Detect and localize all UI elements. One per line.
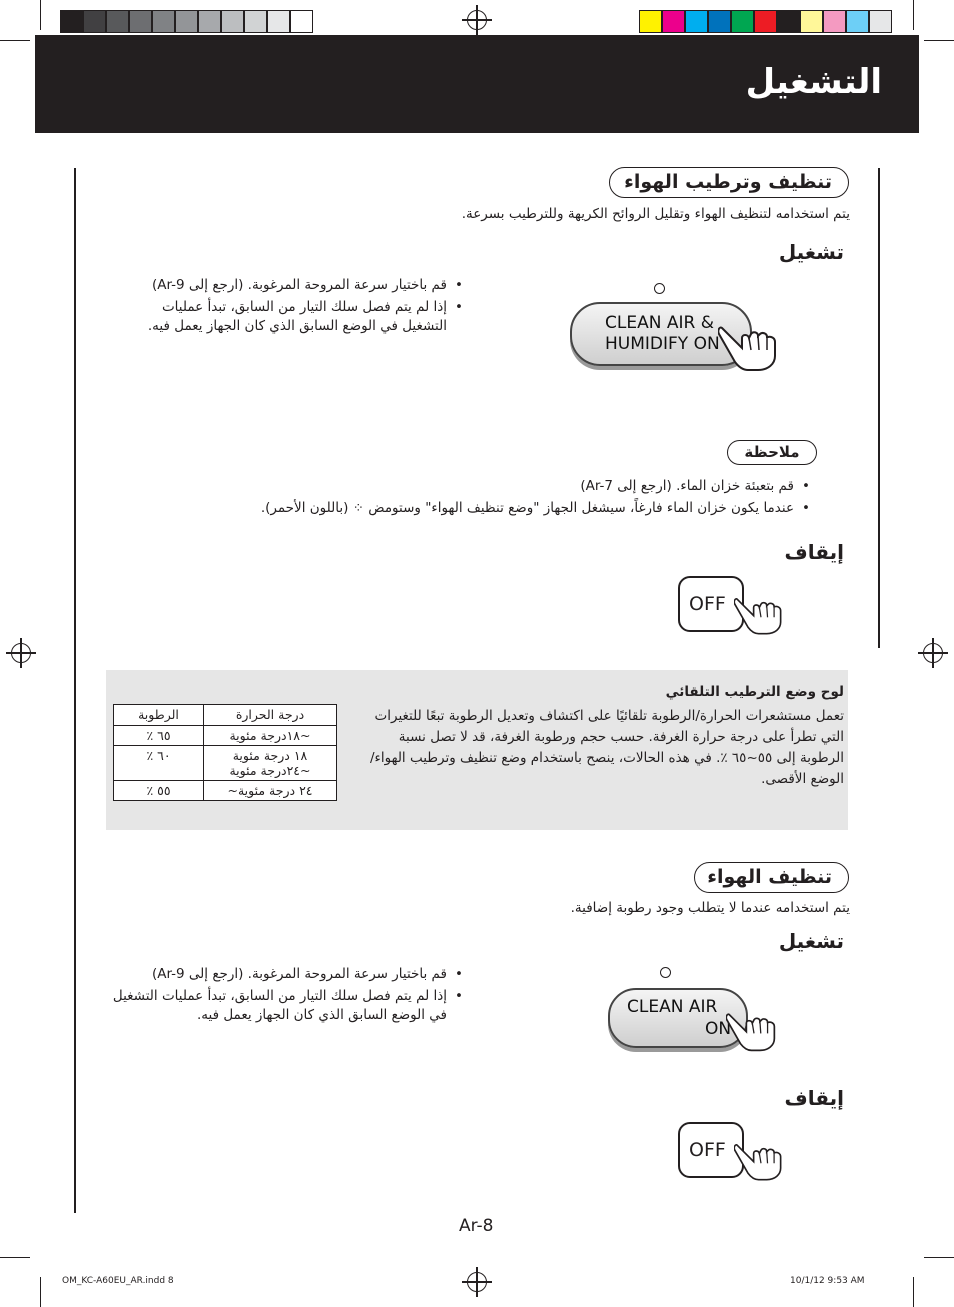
- page-number: Ar-8: [459, 1216, 494, 1236]
- file-slug: OM_KC-A60EU_AR.indd 8: [62, 1276, 174, 1286]
- date-slug: 10/1/12 9:53 AM: [790, 1276, 865, 1286]
- note-bullet-item: • قم بتعبئة خزان الماء. (ارجع إلى Ar-7): [110, 477, 810, 496]
- crop-mark: [0, 1257, 30, 1258]
- table-cell: ٥٥ ٪: [114, 781, 204, 801]
- calibration-swatch: [83, 10, 106, 33]
- registration-mark: [467, 1272, 487, 1292]
- left-margin-rule: [74, 168, 76, 1213]
- table-row: [114, 746, 337, 781]
- button-label-line1: CLEAN AIR &: [605, 313, 714, 333]
- operation-bullets: [118, 276, 463, 336]
- table-cell: ٦٥ ٪: [114, 726, 204, 746]
- operation-heading: تشغيل: [778, 929, 844, 953]
- table-header-humidity: الرطوبة: [114, 705, 204, 726]
- crop-mark: [913, 1277, 914, 1307]
- registration-mark: [923, 643, 943, 663]
- section-title-clean-air: تنظيف الهواء: [694, 862, 849, 893]
- calibration-swatch: [267, 10, 290, 33]
- calibration-swatch: [60, 10, 83, 33]
- pointing-hand-icon: [718, 320, 784, 372]
- section-title-clean-humidify: تنظيف وترطيب الهواء: [609, 167, 849, 198]
- table-header-temperature: درجة الحرارة: [204, 705, 337, 726]
- stop-heading: إيقاف: [784, 1086, 844, 1110]
- table-row: [114, 781, 337, 801]
- calibration-swatch: [662, 10, 685, 33]
- table-cell: ٦٠ ٪: [114, 746, 204, 781]
- note-label: ملاحظة: [727, 440, 817, 465]
- pointing-hand-icon: [734, 1136, 788, 1184]
- calibration-swatch: [685, 10, 708, 33]
- calibration-swatch: [198, 10, 221, 33]
- calibration-swatch: [869, 10, 892, 33]
- page-title: التشغيل: [745, 62, 882, 102]
- right-margin-rule: [878, 168, 880, 648]
- button-label-line2: ON: [705, 1019, 732, 1039]
- bullet-item: • إذا لم يتم فصل سلك التيار من السابق، تبدأ عمليات التشغيل في الوضع السابق الذي كان الجهاز يعمل فيه.: [118, 298, 463, 336]
- off-button[interactable]: OFF: [678, 1122, 744, 1178]
- crop-mark: [40, 0, 41, 30]
- crop-mark: [40, 1277, 41, 1307]
- operation-heading: تشغيل: [778, 240, 844, 264]
- calibration-swatch: [708, 10, 731, 33]
- table-cell: ٢٤ درجة مئوية~: [204, 781, 337, 801]
- pointing-hand-icon: [734, 590, 788, 638]
- indicator-lamp: [660, 967, 671, 978]
- table-cell: ~١٨درجة مئوية: [204, 726, 337, 746]
- bullet-item: • قم باختيار سرعة المروحة المرغوبة. (ارجع إلى Ar-9): [118, 276, 463, 295]
- calibration-swatch: [152, 10, 175, 33]
- registration-mark: [11, 643, 31, 663]
- humidity-table: [113, 704, 337, 801]
- stop-heading: إيقاف: [784, 540, 844, 564]
- button-label-line1: CLEAN AIR: [627, 997, 718, 1017]
- off-button[interactable]: OFF: [678, 576, 744, 632]
- indicator-lamp: [654, 283, 665, 294]
- note-bullet-item: • عندما يكون خزان الماء فارغاً، سيشغل الجهاز "وضع تنظيف الهواء" وستومض ⁘ (باللون الأحمر).: [110, 499, 810, 518]
- calibration-swatch: [823, 10, 846, 33]
- calibration-swatch: [731, 10, 754, 33]
- bullet-item: • إذا لم يتم فصل سلك التيار من السابق، تبدأ عمليات التشغيل في الوضع السابق الذي كان الجهاز يعمل فيه.: [105, 987, 463, 1025]
- bullet-item: • قم باختيار سرعة المروحة المرغوبة. (ارجع إلى Ar-9): [105, 965, 463, 984]
- calibration-swatch: [106, 10, 129, 33]
- table-row: [114, 726, 337, 746]
- table-cell: ١٨ درجة مئوية ~٢٤درجة مئوية: [204, 746, 337, 781]
- calibration-swatch: [290, 10, 313, 33]
- section-intro: يتم استخدامه لتنظيف الهواء وتقليل الروائح الكريهة وللترطيب بسرعة.: [461, 206, 850, 222]
- registration-mark: [467, 10, 487, 30]
- section-intro: يتم استخدامه عندما لا يتطلب وجود رطوبة إضافية.: [570, 900, 850, 916]
- crop-mark: [913, 0, 914, 30]
- note-bullets: [110, 477, 810, 518]
- calibration-swatch: [754, 10, 777, 33]
- calibration-swatch: [244, 10, 267, 33]
- operation-bullets: [105, 965, 463, 1025]
- calibration-swatch: [129, 10, 152, 33]
- calibration-swatch: [175, 10, 198, 33]
- calibration-swatch: [846, 10, 869, 33]
- button-label-line2: HUMIDIFY ON: [605, 334, 720, 354]
- pointing-hand-icon: [726, 1006, 782, 1054]
- crop-mark: [0, 40, 30, 41]
- calibration-swatch: [639, 10, 662, 33]
- info-body: تعمل مستشعرات الحرارة/الرطوبة تلقائيًا على اكتشاف وتعديل الرطوبة تبعًا للتغيرات التي تطرأ على درجة حرارة الغرفة. حسب حجم ورطوبة الغرفة، قد لا تصل نسبة الرطوبة إلى ٥٥~٦٥ ٪. في هذه الحالات، ينصح باستخدام وضع تنظيف وترطيب الهواء/الوضع الأقصى.: [369, 708, 844, 787]
- crop-mark: [924, 40, 954, 41]
- calibration-swatch: [777, 10, 800, 33]
- calibration-swatch: [800, 10, 823, 33]
- calibration-swatch: [221, 10, 244, 33]
- crop-mark: [924, 1257, 954, 1258]
- info-heading: لوح وضع الترطيب التلقائي: [665, 684, 844, 700]
